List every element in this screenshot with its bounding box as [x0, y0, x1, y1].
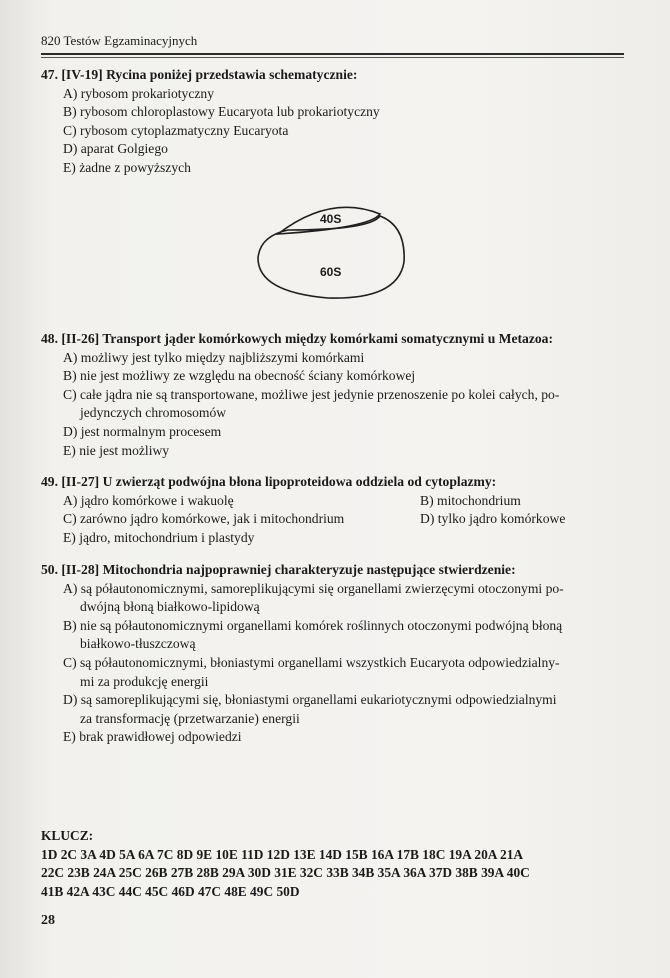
running-header: 820 Testów Egzaminacyjnych — [41, 33, 198, 48]
question-title — [41, 330, 631, 349]
option-d-line1: D) są samoreplikującymi się, błoniastymi organellami eukariotycznymi odpowiedzialnymi — [63, 692, 557, 708]
option-e: E) jądro, mitochondrium i plastydy — [63, 529, 255, 545]
options-row-1 — [41, 492, 631, 511]
option-c-line2: jedynczych chromosomów — [80, 405, 227, 421]
option-b — [41, 617, 631, 654]
option-c: C) zarówno jądro komórkowe, jak i mitochondrium — [63, 511, 345, 527]
question-text: Rycina poniżej przedstawia schematycznie: — [106, 67, 358, 82]
question-text: U zwierząt podwójna błona lipoproteidowa oddziela od cytoplazmy: — [102, 474, 497, 489]
answer-key-line-2: 22C 23B 24A 25C 26B 27B 28B 29A 30D 31E 32C 33B 34B 35A 36A 37D 38B 39A 40C — [41, 865, 530, 881]
option-d-line2: za transformację (przetwarzanie) energii — [80, 710, 300, 726]
option-c-line2: mi za produkcję energii — [80, 673, 209, 689]
question-code: [II-27] — [61, 474, 100, 489]
question-text: Mitochondria najpoprawniej charakteryzuje następujące stwierdzenie: — [102, 562, 516, 577]
option-a: A) jądro komórkowe i wakuolę — [63, 492, 234, 508]
option-d — [41, 691, 631, 728]
option-a: A) rybosom prokariotyczny — [63, 85, 215, 101]
question-text: Transport jąder komórkowych między komórkami somatycznymi u Metazoa: — [102, 331, 554, 346]
option-e: E) brak prawidłowej odpowiedzi — [63, 729, 242, 745]
header-rule-thin — [41, 57, 624, 58]
option-a: A) możliwy jest tylko między najbliższymi komórkami — [63, 349, 365, 365]
page-number: 28 — [41, 913, 55, 928]
question-code: [II-28] — [61, 562, 100, 577]
question-code: [II-26] — [61, 331, 100, 346]
option-b: B) rybosom chloroplastowy Eucaryota lub prokariotyczny — [63, 104, 380, 120]
option-b: B) nie jest możliwy ze względu na obecność ściany komórkowej — [63, 368, 416, 384]
label-40s: 40S — [320, 212, 342, 226]
option-d: D) jest normalnym procesem — [63, 423, 222, 439]
question-number: 49. — [41, 474, 58, 489]
option-d: D) tylko jądro komórkowe — [420, 511, 566, 527]
large-subunit-shape — [258, 216, 404, 298]
option-c: C) rybosom cytoplazmatyczny Eucaryota — [63, 122, 289, 138]
question-title — [41, 473, 631, 492]
answer-key-label: KLUCZ: — [41, 828, 94, 843]
option-c — [41, 386, 631, 423]
option-e: E) nie jest możliwy — [63, 442, 170, 458]
option-a — [41, 580, 631, 617]
option-a-line1: A) są półautonomicznymi, samoreplikującymi się organellami zwierzęcymi otoczonymi po- — [63, 580, 564, 596]
label-60s: 60S — [320, 265, 342, 279]
question-49 — [41, 473, 631, 547]
option-c-line1: C) są półautonomicznymi, błoniastymi organellami wszystkich Eucaryota odpowiedzialny- — [63, 654, 560, 670]
answer-key-line-1: 1D 2C 3A 4D 5A 6A 7C 8D 9E 10E 11D 12D 13E 14D 15B 16A 17B 18C 19A 20A 21A — [41, 846, 524, 862]
question-title — [41, 66, 631, 85]
question-number: 47. — [41, 67, 58, 82]
option-a-line2: dwójną błoną białkowo-lipidową — [80, 599, 260, 615]
option-b-line1: B) nie są półautonomicznymi organellami komórek roślinnych otoczonymi podwójną błoną — [63, 617, 563, 633]
option-b-line2: białkowo-tłuszczową — [80, 636, 196, 652]
option-e: E) żadne z powyższych — [63, 159, 191, 175]
question-50 — [41, 561, 631, 747]
answer-key — [41, 827, 631, 901]
option-c-line1: C) całe jądra nie są transportowane, możliwe jest jedynie przenoszenie po kolei całych, po- — [63, 386, 560, 402]
question-number: 48. — [41, 331, 58, 346]
option-b: B) mitochondrium — [420, 492, 521, 508]
question-48 — [41, 330, 631, 460]
answer-key-line-3: 41B 42A 43C 44C 45C 46D 47C 48E 49C 50D — [41, 883, 300, 899]
option-c — [41, 654, 631, 691]
question-47 — [41, 66, 631, 178]
option-d: D) aparat Golgiego — [63, 141, 168, 157]
question-title — [41, 561, 631, 580]
ribosome-figure — [250, 196, 420, 304]
header-rule — [41, 53, 624, 55]
options-row-2 — [41, 510, 631, 529]
question-code: [IV-19] — [61, 67, 103, 82]
question-number: 50. — [41, 562, 58, 577]
